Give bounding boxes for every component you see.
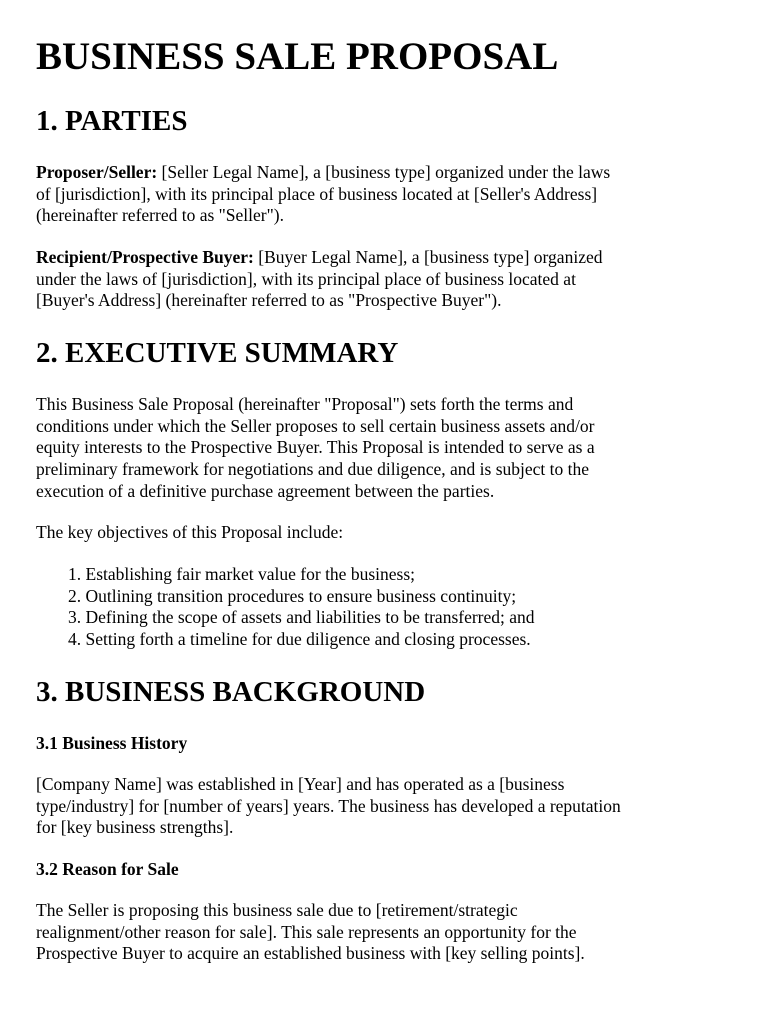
objective-item: 2. Outlining transition procedures to ensure business continuity; — [68, 585, 517, 606]
history-line: for [key business strengths]. — [36, 817, 234, 838]
summary-line: preliminary framework for negotiations and due diligence, and is subject to the — [36, 459, 590, 480]
subheading-reason-for-sale: 3.2 Reason for Sale — [36, 859, 179, 879]
subheading-business-history: 3.1 Business History — [36, 733, 188, 753]
history-line: [Company Name] was established in [Year] and has operated as a [business — [36, 774, 565, 794]
objective-item: 1. Establishing fair market value for the business; — [68, 564, 416, 584]
reason-line: realignment/other reason for sale]. This sale represents an opportunity for the — [36, 921, 577, 942]
section-heading-parties: 1. PARTIES — [36, 105, 188, 137]
seller-line-2: of [jurisdiction], with its principal place of business located at [Seller's Address] — [36, 183, 598, 204]
seller-paragraph — [36, 162, 736, 227]
summary-line: equity interests to the Prospective Buyer. This Proposal is intended to serve as a — [36, 437, 595, 458]
summary-line: conditions under which the Seller proposes to sell certain business assets and/or — [36, 415, 595, 436]
objective-item: 3. Defining the scope of assets and liabilities to be transferred; and — [68, 607, 535, 628]
executive-summary-paragraph — [36, 394, 736, 503]
seller-label: Proposer/Seller: — [36, 162, 158, 182]
reason-line: Prospective Buyer to acquire an established business with [key selling points]. — [36, 943, 585, 964]
seller-text: [Seller Legal Name], a [business type] organized under the laws — [157, 162, 611, 182]
summary-line: This Business Sale Proposal (hereinafter "Proposal") sets forth the terms and — [36, 394, 574, 414]
buyer-paragraph — [36, 247, 736, 312]
buyer-label: Recipient/Prospective Buyer: — [36, 247, 254, 267]
objective-item: 4. Setting forth a timeline for due diligence and closing processes. — [68, 629, 531, 650]
business-history-paragraph — [36, 774, 736, 839]
section-heading-business-background: 3. BUSINESS BACKGROUND — [36, 676, 426, 708]
buyer-line-2: under the laws of [jurisdiction], with its principal place of business located at — [36, 268, 576, 289]
seller-line-3: (hereinafter referred to as "Seller"). — [36, 205, 284, 226]
summary-line: execution of a definitive purchase agreement between the parties. — [36, 480, 495, 501]
buyer-line-3: [Buyer's Address] (hereinafter referred to as "Prospective Buyer"). — [36, 290, 502, 311]
history-line: type/industry] for [number of years] years. The business has developed a reputation — [36, 795, 621, 816]
buyer-text: [Buyer Legal Name], a [business type] organized — [253, 247, 603, 267]
objectives-intro — [36, 522, 736, 544]
objectives-intro-text: The key objectives of this Proposal include: — [36, 522, 344, 542]
reason-line: The Seller is proposing this business sale due to [retirement/strategic — [36, 900, 518, 920]
seller-line-1 — [36, 162, 736, 184]
section-heading-executive-summary: 2. EXECUTIVE SUMMARY — [36, 337, 399, 369]
buyer-line-1 — [36, 247, 736, 269]
reason-for-sale-paragraph — [36, 900, 736, 965]
document-title: BUSINESS SALE PROPOSAL — [36, 35, 559, 78]
objectives-list — [68, 564, 535, 651]
